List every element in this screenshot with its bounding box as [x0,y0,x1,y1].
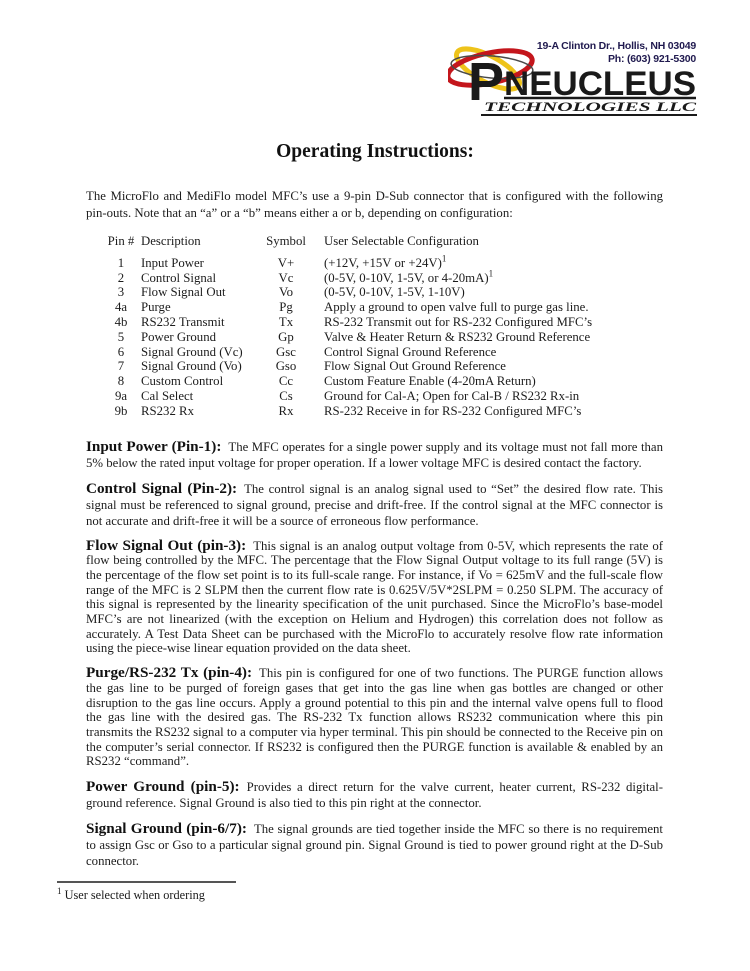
description-cell: Input Power [141,255,204,270]
section-heading: Power Ground (pin-5): [86,778,240,796]
address-line1: 19-A Clinton Dr., Hollis, NH 03049 [536,40,696,52]
symbol-cell: Tx [278,314,294,329]
table-row [101,285,592,300]
config-cell: (0-5V, 0-10V, 1-5V, 1-10V) [324,285,465,300]
footnote-rule [57,881,236,883]
symbol-cell: V+ [277,255,295,270]
table-row [101,256,592,271]
section-body-text: This pin is configured for one of two functions. The PURGE function allows the gas line to be purged of foreign gases that get into the gas line when gas bottles are changed or other disruption to the gas line occurs. Apply a ground potential to this pin and the internal valve opens full to flood the gas line with the desired gas. The RS-232 Tx function allows RS232 communication where this pin transmits the RS232 signal to a computer via hyper terminal. This pin should be connected to the Receive pin on the computer’s serial connector. If RS232 is configured then the PURGE function is available & enabled by an RS232 “command”. [86,666,663,769]
symbol-cell: Gp [278,329,294,344]
table-row [101,374,592,389]
pin-table-header [101,234,592,256]
description-cell: Purge [141,300,171,315]
config-cell: Valve & Heater Return & RS232 Ground Reference [324,329,591,344]
footnote [57,881,236,903]
table-row [101,359,592,374]
section-paragraph [86,536,663,657]
section-body-text: This signal is an analog output voltage from 0-5V, which represents the rate of flow being controlled by the MFC. The percentage that the Flow Signal Output voltage to its full range (5V) is the percentage of the flow set point is to its full-scale range. For instance, if Vo = 625mV and the full-scale flow range of the MFC is 2 SLPM then the current flow rate is 0.625V/5V*2SLPM = 0.250 SLPM. The accuracy of this signal is represented by the linearity specification of the unit purchased. Since the MicroFlo’s base-model MFC’s are not linearized (with the exception on Helium and Hydrogen) this correlation does not follow as accurately. A Test Data Sheet can be purchased with the MicroFlo to accurately resolve flow rate information using the piece-wise linear equation provided on the data sheet. [86,538,663,656]
config-cell: Control Signal Ground Reference [324,344,497,359]
config-cell: Ground for Cal-A; Open for Cal-B / RS232 Rx-in [324,388,580,403]
table-row [101,330,592,345]
section-body-text: The control signal is an analog signal used to “Set” the desired flow rate. This signal must be referenced to signal ground, precise and drift-free. If the control signal at the MFC connector is not accurate and drift-free it will be a source of erroneous flow performance. [86,481,663,528]
sections [86,439,663,870]
config-cell: (0-5V, 0-10V, 1-5V, or 4-20mA)$^1$ [324,268,494,285]
symbol-cell: Gsc [276,344,296,359]
section-body-text: The signal grounds are tied together inside the MFC so there is no requirement to assign Gsc or Gso to a particular signal ground pin. Signal Ground is tied to power ground right at the D-Sub connector. [86,822,663,869]
footnote-text [57,885,236,903]
pin-cell: 8 [117,374,125,389]
header-symbol: Symbol [266,234,306,248]
symbol-cell: Pg [279,300,293,315]
pin-table-body [101,253,593,419]
logo-subtitle: TECHNOLOGIES LLC [484,99,697,114]
header-pin: Pin # [107,234,135,248]
intro-paragraph: The MicroFlo and MediFlo model MFC’s use a 9-pin D-Sub connector that is configured with the following pin-outs. Note that an “a” or a “b” means either a or b, depending on configuration: [86,189,663,220]
section-heading: Signal Ground (pin-6/7): [86,820,247,838]
section-heading: Input Power (Pin-1): [86,437,222,455]
description-cell: Signal Ground (Vc) [141,344,243,359]
section-paragraph [86,481,663,529]
table-row [101,271,592,286]
symbol-cell: Gso [275,359,297,374]
page-title: Operating Instructions: [276,141,474,162]
config-cell: Apply a ground to open valve full to purge gas line. [324,300,589,315]
description-cell: Signal Ground (Vo) [141,359,242,374]
logo-wordmark: NEUCLEUS [504,65,696,103]
pin-cell: 9b [114,403,128,418]
document-body [0,188,750,869]
description-cell: RS232 Rx [141,403,194,418]
pin-cell: 4b [114,314,128,329]
pin-table [101,234,592,419]
config-cell: RS-232 Transmit out for RS-232 Configured MFC’s [324,314,593,329]
pin-cell: 3 [117,285,125,300]
footnote-marker: 1 [57,885,62,896]
symbol-cell: Vc [278,270,294,285]
header-desc: Description [141,234,201,248]
description-cell: Control Signal [141,270,217,285]
pin-cell: 5 [117,329,125,344]
logo-letter-p: P [468,52,505,112]
pin-cell: 9a [114,388,128,403]
section-paragraph [86,439,663,471]
section-body-text: The MFC operates for a single power supply and its voltage must not fall more than 5% below the rated input voltage for proper operation. If a lower voltage MFC is desired contact the factory. [86,439,663,470]
section-body-text: Provides a direct return for the valve current, heater current, RS-232 digital-ground reference. Signal Ground is also tied to this pin right at the connector. [86,780,663,811]
symbol-cell: Cc [278,374,294,389]
pin-cell: 6 [117,344,125,359]
section-heading: Control Signal (Pin-2): [86,479,238,497]
section-paragraph [86,779,663,811]
pin-cell: 1 [117,255,125,270]
table-row [101,345,592,360]
pin-cell: 7 [117,359,125,374]
header-config: User Selectable Configuration [324,234,479,248]
description-cell: Custom Control [141,374,224,389]
footnote-label: User selected when ordering [64,888,205,902]
section-heading: Flow Signal Out (pin-3): [86,536,247,554]
section-heading: Purge/RS-232 Tx (pin-4): [86,664,253,682]
symbol-cell: Cs [279,388,293,403]
pin-cell: 2 [117,270,125,285]
table-row [101,315,592,330]
table-row [101,389,592,404]
table-row [101,404,592,419]
table-row [101,300,592,315]
company-logo [448,36,697,118]
address-line2: Ph: (603) 921-5300 [607,53,696,65]
pin-cell: 4a [114,300,128,315]
section-paragraph [86,821,663,869]
symbol-cell: Rx [278,403,294,418]
symbol-cell: Vo [279,285,293,300]
description-cell: Power Ground [141,329,216,344]
description-cell: Flow Signal Out [141,285,226,300]
config-cell: Flow Signal Out Ground Reference [324,359,506,374]
description-cell: Cal Select [141,388,194,403]
page-header [0,0,750,188]
config-cell: (+12V, +15V or +24V)$^1$ [324,253,447,270]
company-address [537,40,696,66]
section-paragraph [86,666,663,769]
config-cell: Custom Feature Enable (4-20mA Return) [324,374,536,389]
description-cell: RS232 Transmit [141,314,225,329]
config-cell: RS-232 Receive in for RS-232 Configured MFC’s [324,403,582,418]
